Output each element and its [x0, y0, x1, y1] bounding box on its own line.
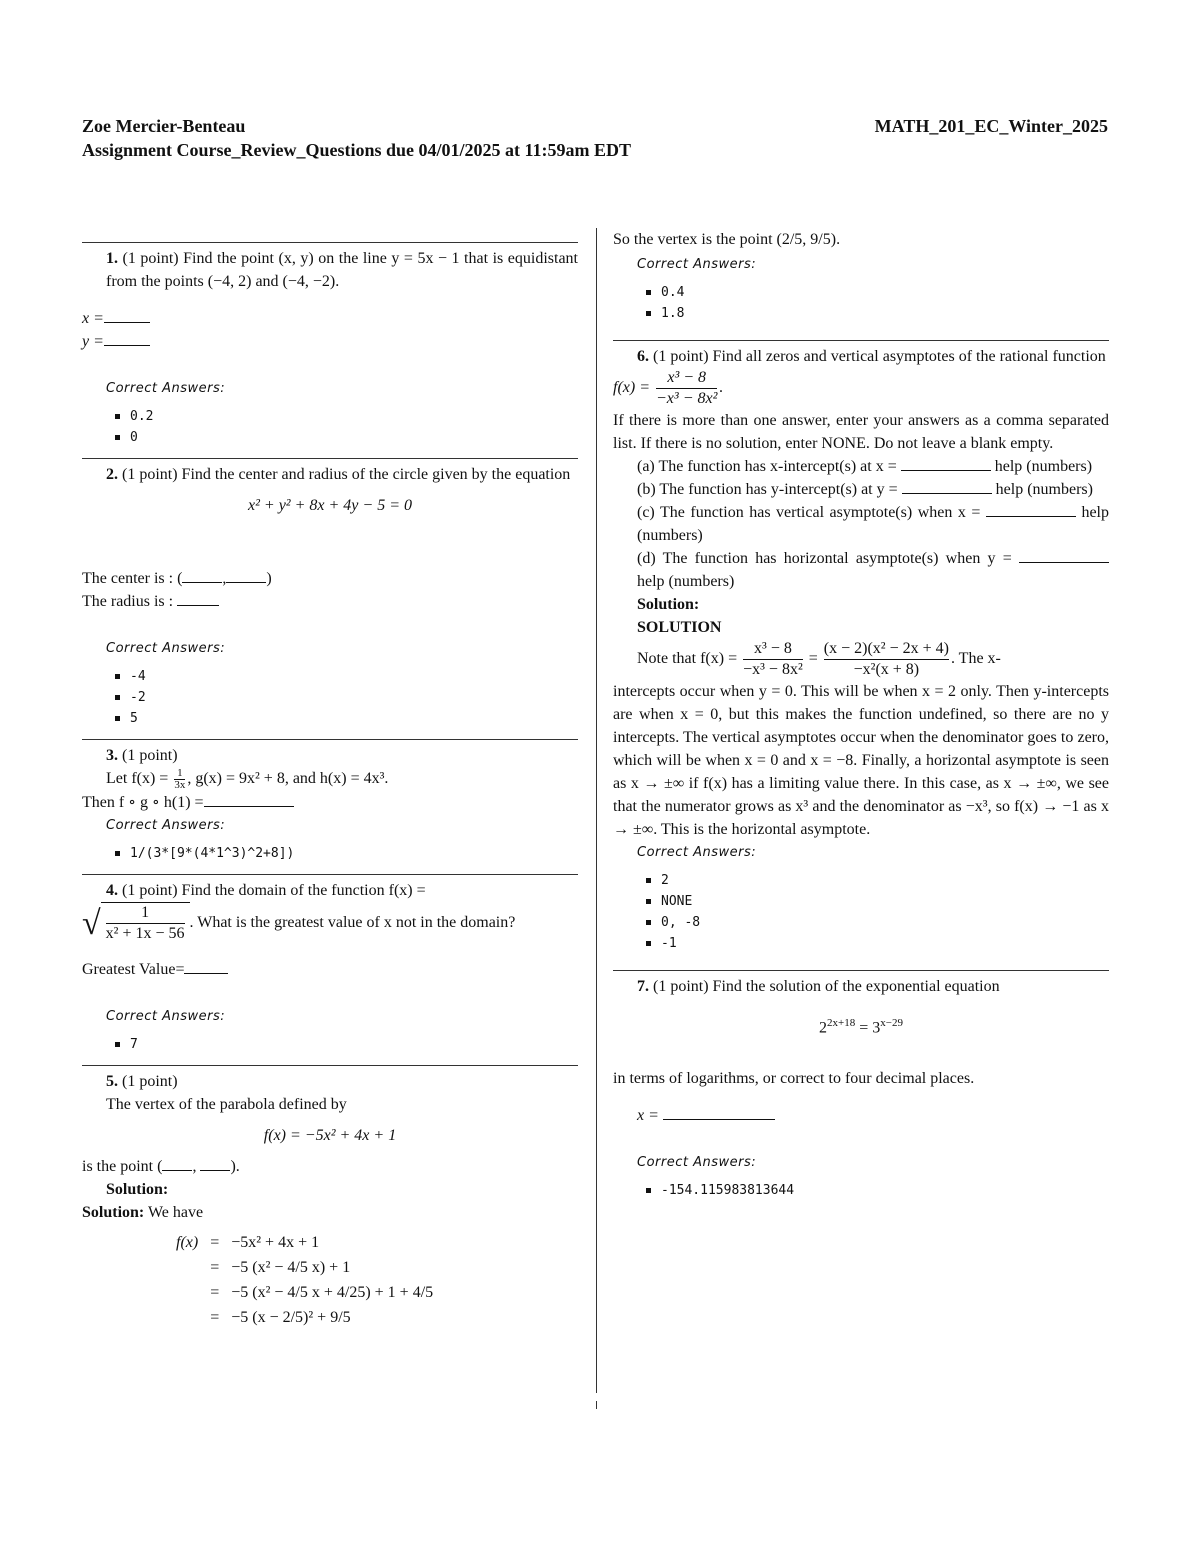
then-label: Then f ∘ g ∘ h(1) =	[82, 793, 204, 811]
problem-number: 6.	[637, 348, 649, 365]
center-y-blank[interactable]	[226, 568, 266, 583]
greatest-label: Greatest Value=	[82, 960, 185, 978]
function-num: x³ − 8	[667, 369, 707, 386]
correct-answers-label: Correct Answers:	[106, 381, 226, 396]
part-label: (c) The function has vertical asymptote(s) when x =	[637, 504, 981, 521]
correct-answers-label: Correct Answers:	[637, 257, 757, 272]
vertex-x-blank[interactable]	[162, 1156, 192, 1171]
note-row: Note that f(x) = $\frac{\text{x³ − 8}}{\text{−x³ − 8x²}}$ = $\frac{\text{(x − 2)(x² − 2x + 4)}}{\text{−x²(x + 8)}}$ . The x-	[637, 640, 1001, 678]
step-lhs	[170, 1255, 204, 1280]
greatest-row	[82, 958, 578, 981]
instructions: If there is more than one answer, enter your answers as a comma separated list. If there is no solution, enter NONE. Do not leave a blank empty.	[613, 412, 1109, 452]
answer-list	[613, 282, 1109, 324]
y-answer-blank[interactable]	[104, 331, 150, 346]
part-b-blank[interactable]	[902, 479, 992, 494]
problem-6	[613, 340, 1109, 954]
let-rest: , g(x) = 9x² + 8, and h(x) = 4x³.	[187, 770, 389, 787]
eq-base-2: 3	[872, 1019, 881, 1037]
step-lhs	[170, 1305, 204, 1330]
problem-2	[82, 458, 578, 729]
point-close: ).	[230, 1157, 240, 1175]
step-row	[170, 1280, 439, 1305]
correct-answers-label: Correct Answers:	[637, 845, 757, 860]
answer-list	[82, 1034, 578, 1055]
problem-number: 1.	[106, 250, 118, 267]
problem-3	[82, 739, 578, 864]
problem-number: 3.	[106, 747, 118, 764]
radius-blank[interactable]	[177, 591, 219, 606]
frac-num: 1	[177, 766, 183, 779]
eq-exp-2: x−29	[880, 1017, 903, 1029]
part-c-blank[interactable]	[986, 502, 1076, 517]
step-rhs: −5 (x² − 4/5 x) + 1	[231, 1258, 351, 1276]
parabola-equation: f(x) = −5x² + 4x + 1	[263, 1126, 397, 1144]
greatest-answer-blank[interactable]	[184, 959, 228, 974]
after-text: in terms of logarithms, or correct to four decimal places.	[613, 1070, 975, 1088]
answer-item: -1	[661, 933, 1109, 954]
eq-mid: =	[855, 1019, 873, 1037]
part-c	[613, 501, 1109, 547]
solution-intro: We have	[147, 1203, 204, 1221]
center-x-blank[interactable]	[182, 568, 222, 583]
step-rel: =	[210, 1308, 220, 1326]
part-b	[613, 478, 1109, 501]
problem-text: (1 point) Find all zeros and vertical asymptotes of the rational function	[653, 348, 1106, 365]
solution-label: Solution:	[637, 596, 700, 613]
step-rhs: −5x² + 4x + 1	[231, 1233, 320, 1251]
problem-number: 7.	[637, 978, 649, 995]
x-answer-blank[interactable]	[663, 1105, 775, 1120]
eq-base-1: 2	[819, 1019, 828, 1037]
answer-item: -154.115983813644	[661, 1180, 1109, 1201]
answer-item: 2	[661, 870, 1109, 891]
sqrt-symbol: √	[82, 904, 101, 942]
header-assignment: Assignment Course_Review_Questions due 04/01/2025 at 11:59am EDT	[82, 140, 632, 160]
sqrt-row	[82, 902, 578, 944]
help-link[interactable]: help (numbers)	[995, 481, 1093, 498]
point-row: is the point ( , ).	[82, 1157, 240, 1175]
right-column	[613, 228, 1109, 1211]
answer-item: -4	[130, 666, 578, 687]
problem-number: 5.	[106, 1072, 118, 1090]
correct-answers-label: Correct Answers:	[106, 817, 226, 833]
step-rhs: −5 (x² − 4/5 x + 4/25) + 1 + 4/5	[231, 1283, 434, 1301]
problem-1	[82, 242, 578, 448]
note-prefix: Note that f(x) =	[637, 650, 738, 668]
composition-answer-blank[interactable]	[204, 792, 294, 807]
answer-item: 1/(3*[9*(4*1^3)^2+8])	[130, 843, 578, 864]
part-d	[613, 547, 1109, 593]
problem-7	[613, 970, 1109, 1201]
step-lhs: f(x)	[176, 1233, 199, 1251]
problem-text: (1 point) Find the point (x, y) on the line y = 5x − 1 that is equidistant from the points (−4, 2) and (−4, −2).	[106, 250, 578, 290]
part-label: (d) The function has horizontal asymptote(s) when y =	[637, 550, 1012, 567]
answer-item: 0	[130, 427, 578, 448]
sqrt-num: 1	[141, 903, 150, 921]
center-row	[82, 567, 578, 590]
answer-list	[82, 843, 578, 864]
radius-row	[82, 590, 578, 613]
problem-4	[82, 874, 578, 1055]
correct-answers-label: Correct Answers:	[106, 1008, 226, 1024]
left-column	[82, 228, 578, 1336]
note-frac1-den: −x³ − 8x²	[743, 661, 803, 678]
answer-row-y	[82, 330, 578, 353]
step-rel: =	[210, 1283, 220, 1301]
let-row	[82, 767, 578, 791]
answer-item: 7	[130, 1034, 578, 1055]
function-label: f(x) =	[613, 379, 650, 397]
problem-number: 4.	[106, 881, 118, 899]
radius-label: The radius is :	[82, 593, 174, 610]
vertex-y-blank[interactable]	[200, 1156, 230, 1171]
x-label: x =	[637, 1107, 659, 1125]
part-d-blank[interactable]	[1019, 548, 1109, 563]
step-rel: =	[210, 1258, 220, 1276]
step-row	[170, 1305, 439, 1330]
solution-label: Solution:	[106, 1180, 169, 1198]
part-label: (b) The function has y-intercept(s) at y =	[637, 481, 898, 498]
part-label: (a) The function has x-intercept(s) at x =	[637, 458, 897, 475]
solution-steps	[170, 1230, 439, 1330]
problem-5	[82, 1065, 578, 1330]
function-row: f(x) = $\frac{\text{x³ − 8}}{\text{−x³ − 8x²}}$ .	[613, 369, 724, 407]
circle-equation: x² + y² + 8x + 4y − 5 = 0	[248, 497, 412, 514]
answer-row-x	[82, 307, 578, 330]
correct-answers-label: Correct Answers:	[106, 641, 226, 656]
eq-exp-1: 2x+18	[827, 1017, 856, 1029]
header-student-name: Zoe Mercier-Benteau	[82, 116, 246, 136]
sqrt-den: x² + 1x − 56	[105, 924, 185, 942]
problem-text: (1 point) Find the center and radius of the circle given by the equation	[122, 466, 571, 483]
frac-den: 3x	[174, 778, 186, 791]
help-link[interactable]: help (numbers)	[637, 573, 735, 590]
x-row	[613, 1104, 1109, 1127]
problem-question: . What is the greatest value of x not in the domain?	[189, 914, 516, 931]
answer-item: NONE	[661, 891, 1109, 912]
answer-item: -2	[130, 687, 578, 708]
solution-label-inline: Solution:	[82, 1203, 145, 1221]
vertex-conclusion: So the vertex is the point (2/5, 9/5).	[613, 231, 841, 248]
y-label: y =	[82, 333, 104, 350]
answer-list	[82, 666, 578, 729]
function-den: −x³ − 8x²	[656, 390, 718, 407]
note-suffix: . The x-	[950, 650, 1001, 668]
answer-item: 0.4	[661, 282, 1109, 303]
center-separator: ,	[222, 570, 227, 587]
step-row	[170, 1255, 439, 1280]
part-a	[613, 455, 1109, 478]
problem-text: The vertex of the parabola defined by	[106, 1095, 347, 1113]
step-row	[170, 1230, 439, 1255]
part-a-blank[interactable]	[901, 456, 991, 471]
problem-text: (1 point) Find the domain of the function f(x) =	[122, 881, 426, 899]
center-label: The center is : (	[82, 570, 183, 587]
then-row	[82, 791, 578, 814]
solution-body: intercepts occur when y = 0. This will be when x = 2 only. Then y-intercepts are when x = 0, but this makes the function undefined, so there are no y intercepts. The vertical asymptotes occur when the denominator goes to zero, which will be when x = 0 and x = −8. Finally, a horizontal asymptote is seen as x → ±∞ if f(x) has a limiting value there. In this case, as x → ±∞, we see that the numerator grows as x³ and the denominator as −x³, so f(x) → −1 as x → ±∞. This is the horizontal asymptote.	[613, 683, 1109, 838]
help-link[interactable]: help (numbers)	[637, 504, 1109, 544]
problem-text: (1 point) Find the solution of the exponential equation	[653, 978, 1000, 995]
answer-list	[82, 406, 578, 448]
answer-list	[613, 1180, 1109, 1201]
step-lhs	[170, 1280, 204, 1305]
note-frac2-den: −x²(x + 8)	[824, 659, 949, 680]
point-label: is the point (	[82, 1157, 163, 1175]
note-frac2-num: (x − 2)(x² − 2x + 4)	[823, 640, 949, 657]
center-close: )	[266, 570, 272, 587]
column-divider	[596, 228, 597, 1393]
solution-intro-row	[82, 1201, 578, 1224]
column-divider-tick	[596, 1401, 597, 1409]
answer-item: 0.2	[130, 406, 578, 427]
header-course: MATH_201_EC_Winter_2025	[874, 116, 1108, 136]
problem-number: 2.	[106, 466, 118, 483]
x-answer-blank[interactable]	[104, 308, 150, 323]
solution-heading: SOLUTION	[637, 619, 722, 636]
note-frac1-num: x³ − 8	[754, 640, 792, 657]
help-link[interactable]: help (numbers)	[994, 458, 1093, 475]
answer-item: 5	[130, 708, 578, 729]
let-prefix: Let f(x) =	[106, 770, 169, 787]
answer-item: 0, -8	[661, 912, 1109, 933]
step-rhs: −5 (x − 2/5)² + 9/5	[231, 1308, 351, 1326]
x-label: x =	[82, 310, 104, 327]
problem-points: (1 point)	[122, 1072, 178, 1090]
correct-answers-label: Correct Answers:	[637, 1155, 757, 1171]
step-rel: =	[210, 1233, 220, 1251]
answer-list	[613, 870, 1109, 954]
exponential-equation	[613, 1012, 1109, 1039]
problem-points: (1 point)	[122, 747, 178, 764]
answer-item: 1.8	[661, 303, 1109, 324]
